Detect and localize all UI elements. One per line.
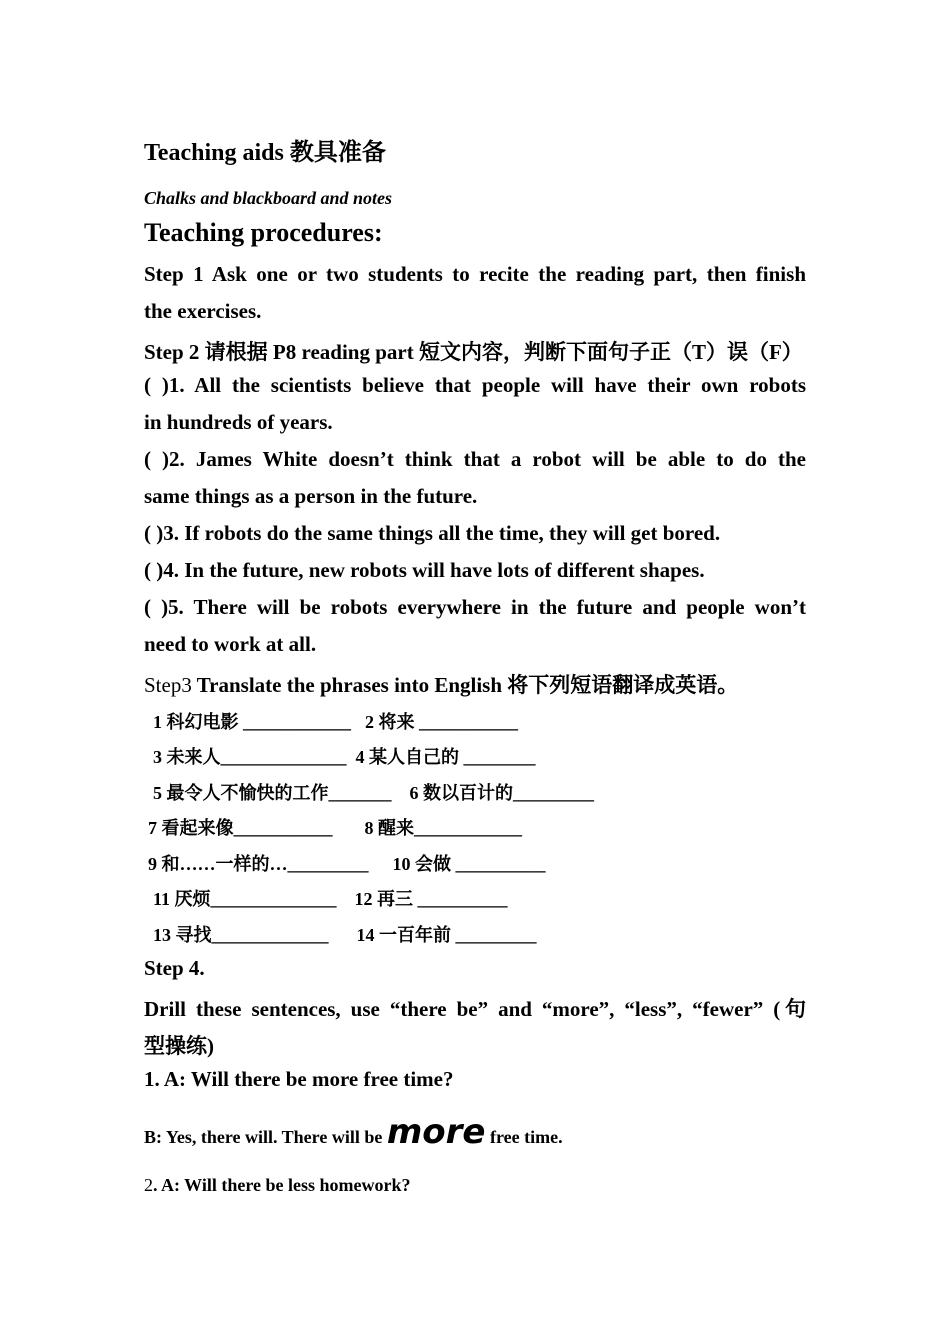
question-3: ( )3. If robots do the same things all the time, they will get bored. [144, 521, 721, 545]
emphasized-word: more [386, 1112, 486, 1152]
example-2-number: 2 [144, 1175, 153, 1195]
step4-label: Step 4. [144, 956, 205, 980]
phrase-row [153, 921, 537, 947]
question-2-line1: ( )2. James White doesn’t think that a robot will be able to do the [144, 447, 806, 471]
question-1-line2: in hundreds of years. [144, 410, 333, 434]
teaching-aids-materials: Chalks and blackboard and notes [144, 188, 393, 208]
phrase-row [148, 814, 522, 840]
answer-text-start: B: Yes, there will. There will be [144, 1127, 387, 1147]
question-2-line2: same things as a person in the future. [144, 484, 478, 508]
phrase-row [153, 779, 594, 805]
answer-text-end: free time. [485, 1127, 563, 1147]
step1-line2: the exercises. [144, 299, 262, 323]
question-5-line2: need to work at all. [144, 632, 317, 656]
phrase-item: 9 和……一样的…_________ [148, 854, 369, 874]
phrase-row [153, 743, 536, 769]
teaching-procedures-heading: Teaching procedures: [144, 218, 383, 247]
step3-heading [144, 669, 738, 699]
question-5-line1: ( )5. There will be robots everywhere in the future and people won’t [144, 595, 806, 619]
phrase-item: 2 将来 ___________ [365, 712, 518, 732]
phrase-item: 10 会做 __________ [392, 854, 546, 874]
step2-heading: Step 2 请根据 P8 reading part 短文内容，判断下面句子正（T）误（F） [144, 340, 803, 364]
step3-label: Step3 [144, 673, 192, 697]
phrase-item: 4 某人自己的 ________ [355, 747, 536, 767]
phrase-item: 11 厌烦______________ [153, 889, 337, 909]
phrase-row [153, 885, 508, 911]
phrase-item: 7 看起来像___________ [148, 818, 333, 838]
question-1-line1: ( )1. All the scientists believe that people will have their own robots [144, 373, 806, 397]
example-2-text: . A: Will there be less homework? [153, 1175, 411, 1195]
phrase-item: 12 再三 __________ [354, 889, 508, 909]
phrase-row [148, 850, 546, 876]
example-1-question: 1. A: Will there be more free time? [144, 1067, 454, 1091]
example-1-answer [144, 1112, 563, 1152]
phrase-item: 6 数以百计的_________ [409, 783, 594, 803]
phrase-item: 1 科幻电影 ____________ [153, 712, 351, 732]
step1-line1: Step 1 Ask one or two students to recite the reading part, then finish [144, 262, 806, 286]
phrase-item: 5 最令人不愉快的工作_______ [153, 783, 392, 803]
phrase-item: 13 寻找_____________ [153, 925, 329, 945]
drill-line2: 型操练) [144, 1034, 214, 1058]
phrase-row [153, 708, 518, 734]
teaching-aids-heading: Teaching aids 教具准备 [144, 140, 386, 166]
phrase-item: 3 未来人______________ [153, 747, 347, 767]
phrase-item: 14 一百年前 _________ [356, 925, 537, 945]
step3-text: Translate the phrases into English 将下列短语翻译成英语。 [191, 673, 739, 697]
question-4: ( )4. In the future, new robots will have lots of different shapes. [144, 558, 705, 582]
phrase-item: 8 醒来____________ [364, 818, 522, 838]
example-2-question [144, 1175, 411, 1196]
drill-line1: Drill these sentences, use “there be” and “more”, “less”, “fewer” (句 [144, 997, 806, 1021]
